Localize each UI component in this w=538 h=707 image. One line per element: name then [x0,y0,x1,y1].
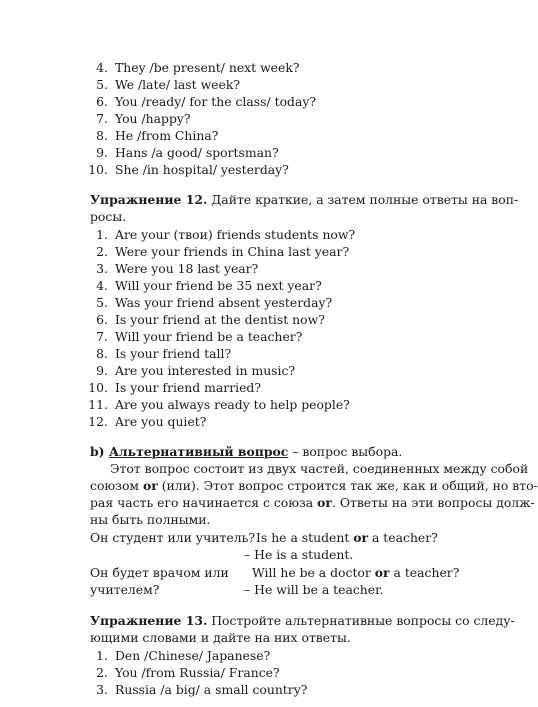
exercise-12-heading-cont: росы. [90,209,127,224]
example-ru: Он студент или учитель? [90,530,255,545]
example-en: Will he be a doctor or a teacher? [252,565,460,580]
section-b-heading: b) Альтернативный вопрос – вопрос выбора. [90,444,403,459]
section-b-paragraph: союзом or (или). Этот вопрос строится так же, как и общий, но вто- [90,478,538,493]
section-b-paragraph: Этот вопрос состоит из двух частей, соединенных между собой [110,461,529,476]
example-answer: – He will be a teacher. [244,582,384,597]
example-en: Is he a student or a teacher? [256,530,438,545]
example-ru: Он будет врачом или [90,565,229,580]
section-b-paragraph: рая часть его начинается с союза or. Ответы на эти вопросы долж- [90,495,535,510]
exercise-13-heading: Упражнение 13. Постройте альтернативные вопросы со следу- [90,613,515,628]
example-ru: учителем? [90,582,160,597]
section-b-paragraph: ны быть полными. [90,512,211,527]
exercise-13-heading-cont: ющими словами и дайте на них ответы. [90,630,351,645]
example-answer: – He is a student. [244,547,354,562]
book-page: 4. They /be present/ next week? 5. We /late/ last week? 6. You /ready/ for the class/ today? 7. You /happy? 8. He /from China? 9. Hans /a good/ sportsman? 10. She /in hospital/ yesterday? Упражнение 12. Дайте краткие, а затем полные ответы на воп- росы. 1. Are your (твои) friends students now? 2. Were your friends in China last year? 3. Were you 18 last year? 4. Will your friend be 35 next year? 5. Was your friend absent yesterday? 6. Is your friend at the dentist now? 7. Will your friend be a teacher? 8. Is your friend tall? 9. Are you interested in music? 10. Is your friend married? 11. Are you always ready to help people? 12. Are you quiet? b) Альтернативный вопрос – вопрос выбора. Этот вопрос состоит из двух частей, соединенных между собой союзом or (или). Этот вопрос строится так же, как и общий, но вто- рая часть его начинается с союза or. Ответы на эти вопросы долж- ны быть полными. Он студент или учитель? Is he a student or a teacher? – He is a student. Он будет врачом или Will he be a doctor or a teacher? учителем? – He will be a teacher. Упражнение 13. Постройте альтернативные вопросы со следу- ющими словами и дайте на них ответы. 1. Den /Chinese/ Japanese? 2. You /from Russia/ France? 3. Russia /a big/ a small country? [88,60,538,697]
exercise-12-heading: Упражнение 12. Дайте краткие, а затем полные ответы на воп- [90,192,519,207]
